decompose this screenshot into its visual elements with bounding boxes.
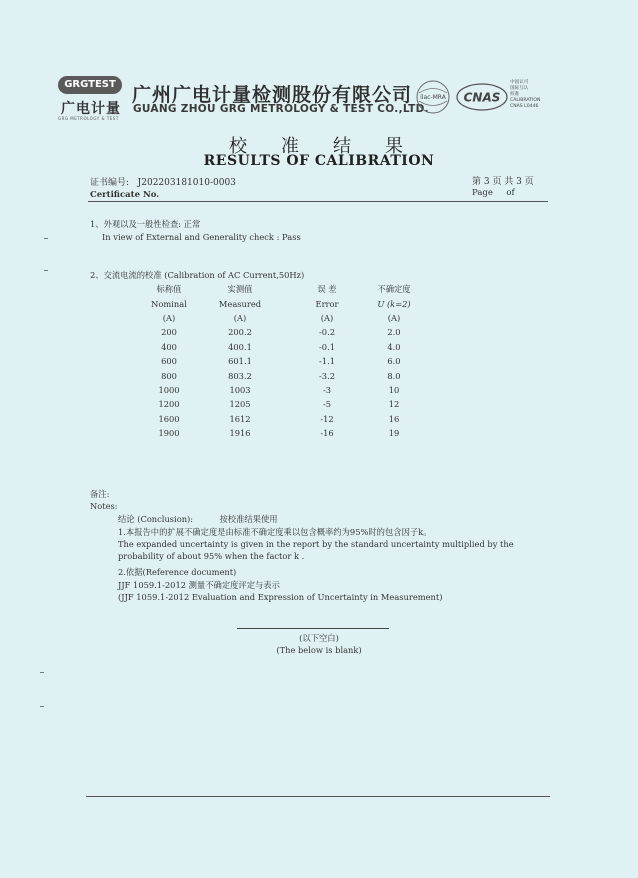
logo-english-name: GRG METROLOGY & TEST [58,116,119,121]
table-header-en: Nominal Measured Error U (k=2) [151,298,411,309]
page-number-en: Page of [472,188,515,198]
note-2-title: 2.依据(Reference document) [118,567,237,577]
section-1-en: In view of External and Generality check : Pass [102,232,301,242]
notes-label-cn: 备注: [90,489,110,499]
certificate-number: J202203181010-0003 [137,178,236,188]
ilac-label: ilac-MRA [420,94,446,101]
cnas-label: CNAS [463,90,501,105]
cnas-logo-icon [456,82,508,112]
table-row: 1900 1916 -16 19 [158,428,400,439]
grgtest-logo: GRGTEST [58,76,122,94]
notes-conclusion: 结论 (Conclusion): 按校准结果使用 [118,514,278,524]
table-units-row: (A) (A) (A) (A) [162,312,401,323]
logo-chinese-name: 广电计量 [61,101,121,117]
blank-cn: (以下空白) [299,633,339,643]
title-english: RESULTS OF CALIBRATION [203,153,435,169]
certificate-number-line: 证书编号: J202203181010-0003 [90,178,236,188]
blank-divider [237,628,389,629]
note-2-cn: JJF 1059.1-2012 测量不确定度评定与表示 [118,580,280,590]
table-row: 1000 1003 -3 10 [158,384,400,395]
note-1-cn: 1.本报告中的扩展不确定度是由标准不确定度乘以包含概率约为95%时的包含因子k。 [118,527,432,537]
page-number-cn: 第 3 页 共 3 页 [472,177,534,187]
table-row: 200 200.2 -0.2 2.0 [161,327,401,338]
table-row: 400 400.1 -0.1 4.0 [161,341,401,352]
table-header-cn: 标称值 实测值 误 差 不确定度 [156,284,411,295]
cnas-accreditation-text: 中国认可 国际互认 校准 CALIBRATION CNAS L0446 [510,80,541,109]
table-row: 600 601.1 -1.1 6.0 [161,356,401,367]
note-1-en-line-1: The expanded uncertainty is given in the report by the standard uncertainty multiplied by the [118,539,514,549]
ilac-mra-icon [415,80,451,114]
section-1-cn: 1、外观以及一般性检查: 正常 [90,219,201,229]
company-name-en: GUANG ZHOU GRG METROLOGY & TEST CO.,LTD. [133,103,429,115]
scan-mark [40,672,44,673]
certificate-label-en: Certificate No. [90,190,160,200]
section-2-title: 2、交流电流的校准 (Calibration of AC Current,50Hz) [90,270,305,280]
calibration-table [140,282,416,440]
scan-mark [44,238,48,239]
title-chinese: 校准结果 [229,136,437,157]
notes-label-en: Notes: [90,501,118,511]
note-2-en: (JJF 1059.1-2012 Evaluation and Expression of Uncertainty in Measurement) [118,592,443,602]
table-row: 1600 1612 -12 16 [158,413,400,424]
scan-mark [40,706,44,707]
header-divider [88,201,548,202]
table-row: 1200 1205 -5 12 [158,399,400,410]
scan-mark [44,270,48,271]
company-name-cn: 广州广电计量检测股份有限公司 [132,84,413,106]
note-1-en-line-2: probability of about 95% when the factor k . [118,551,305,561]
footer-divider [86,796,550,797]
blank-en: (The below is blank) [276,645,362,655]
table-row: 800 803.2 -3.2 8.0 [161,370,401,381]
